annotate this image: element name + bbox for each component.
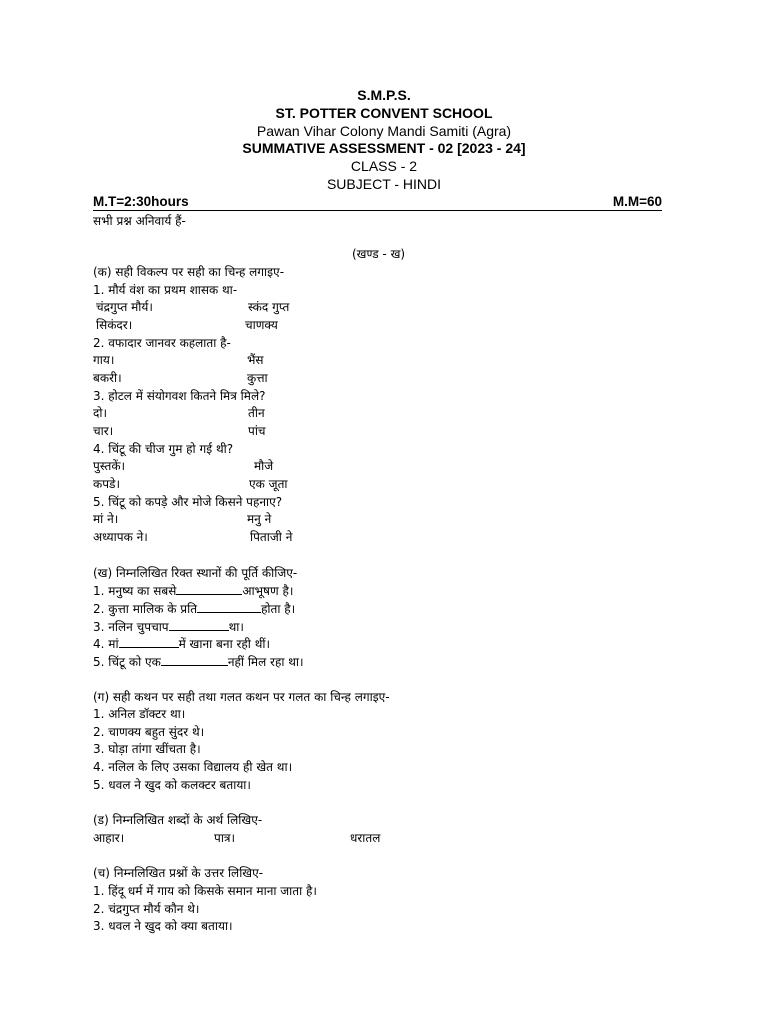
answer-blank [119,635,179,648]
short-answer-question: 1. हिंदू धर्म में गाय को किसके समान माना जाता है। [93,884,317,898]
mcq-question: 5. चिंटू को कपड़े और मोजे किसने पहनाए? [93,495,283,509]
time-marks-line [93,193,662,211]
fill-blank-text: 5. चिंटू को एक [93,655,161,669]
fill-blank-item [93,635,270,652]
school-name: ST. POTTER CONVENT SCHOOL [275,105,493,121]
instruction: सभी प्रश्न अनिवार्य हैं- [93,214,186,228]
short-answer-question: 2. चंद्रगुप्त मौर्य कौन थे। [93,902,200,916]
mcq-option: पांच [248,424,266,438]
exam-title: SUMMATIVE ASSESSMENT - 02 [2023 - 24] [242,140,526,156]
meaning-word: पात्र। [214,831,236,845]
fill-blank-item [93,653,304,670]
short-answer-question: 3. धवल ने खुद को क्या बताया। [93,919,233,933]
true-false-item: 2. चाणक्य बहुत सुंदर थे। [93,725,205,739]
section-kh-heading: (ख) निम्नलिखित रिक्त स्थानों की पूर्ति कीजिए- [93,566,298,580]
mcq-option: स्कंद गुप्त [248,300,290,314]
mcq-option: बकरी। [93,371,122,385]
mcq-option: चार। [93,424,114,438]
fill-blank-text: था। [228,620,244,634]
mcq-option: मां ने। [93,512,119,526]
section-d-heading: (ड) निम्नलिखित शब्दों के अर्थ लिखिए- [93,813,263,827]
class-label: CLASS - 2 [350,158,418,174]
fill-blank-item [93,582,293,599]
answer-blank [197,600,261,613]
mcq-option: चाणक्य [245,318,278,332]
section-title: (खण्ड - ख) [352,247,406,261]
fill-blank-text: में खाना बना रही थीं। [178,637,271,651]
answer-blank [176,582,242,595]
true-false-item: 1. अनिल डॉक्टर था। [93,707,186,721]
mcq-option: भैंस [247,353,264,367]
meaning-word: धरातल [350,831,381,845]
mcq-option: तीन [248,406,265,420]
mcq-option: मनु ने [247,512,272,526]
fill-blank-text: 2. कुत्ता मालिक के प्रति [93,602,198,616]
true-false-item: 3. घोड़ा तांगा खींचता है। [93,742,201,756]
fill-blank-text: 1. मनुष्य का सबसे [93,584,177,598]
mcq-question: 3. होटल में संयोगवश कितने मित्र मिले? [93,389,266,403]
fill-blank-text: 4. मां [93,637,119,651]
section-k-heading: (क) सही विकल्प पर सही का चिन्ह लगाइए- [93,265,285,279]
true-false-item: 4. नलिल के लिए उसका विद्यालय ही खेत था। [93,760,293,774]
section-g-heading: (ग) सही कथन पर सही तथा गलत कथन पर गलत का चिन्ह लगाइए- [93,690,390,704]
mcq-option: कुत्ता [247,371,268,385]
mcq-option: अध्यापक ने। [93,530,148,544]
mcq-option: चंद्रगुप्त मौर्य। [96,300,153,314]
true-false-item: 5. धवल ने खुद को कलक्टर बताया। [93,778,251,792]
mcq-option: पिताजी ने [250,530,293,544]
mcq-option: मौजे [254,459,274,473]
school-abbr: S.M.P.S. [357,87,411,103]
mcq-question: 2. वफादार जानवर कहलाता है- [93,336,231,350]
mcq-option: दो। [93,406,108,420]
mcq-option: कपडे। [93,477,121,491]
mcq-option: एक जूता [249,477,288,491]
fill-blank-text: होता है। [261,602,296,616]
max-marks: M.M=60 [612,194,662,209]
max-time: M.T=2:30hours [93,194,189,209]
answer-blank [169,618,229,631]
meaning-word: आहार। [93,831,125,845]
fill-blank-item [93,600,295,617]
mcq-question: 1. मौर्य वंश का प्रथम शासक था- [93,283,238,297]
fill-blank-text: नहीं मिल रहा था। [227,655,304,669]
fill-blank-item [93,618,244,635]
subject-label: SUBJECT - HINDI [326,176,442,192]
mcq-question: 4. चिंटू की चीज गुम हो गई थी? [93,442,234,456]
section-ch-heading: (च) निम्नलिखित प्रश्नों के उत्तर लिखिए- [93,866,264,880]
fill-blank-text: आभूषण है। [242,584,294,598]
fill-blank-text: 3. नलिन चुपचाप [93,620,169,634]
mcq-option: पुस्तकें। [93,459,126,473]
school-address: Pawan Vihar Colony Mandi Samiti (Agra) [256,123,512,139]
answer-blank [161,653,228,666]
mcq-option: सिकंदर। [96,318,133,332]
mcq-option: गाय। [93,353,115,367]
